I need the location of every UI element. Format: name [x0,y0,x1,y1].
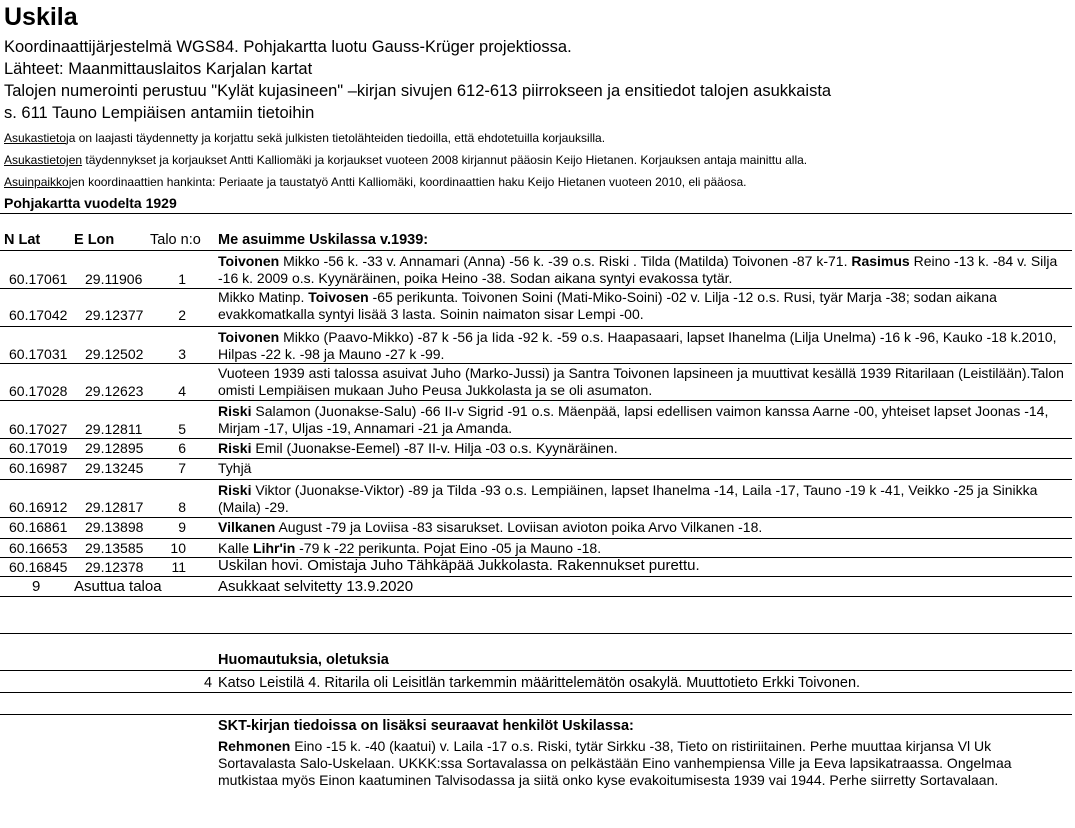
cell-lon: 29.12377 [85,307,144,323]
cell-residents [218,440,1066,457]
divider [0,250,1072,251]
note-text: ja on laajasti täydennetty ja korjattu sekä julkisten tietolähteiden tiedoilla, että ehdotetuilla korjauksilla. [66,131,606,145]
cell-lat: 60.16861 [9,519,68,535]
divider [0,692,1072,693]
note-underlined: Asuinpaikko [4,175,69,189]
surname: Rasimus [851,253,910,269]
cell-residents [218,482,1066,515]
table-row [0,539,1072,558]
cell-lat: 60.17042 [9,307,68,323]
cell-lat: 60.17027 [9,421,68,437]
table-row [0,364,1072,400]
note-underlined: Asukastieto [4,131,67,145]
cell-lat: 60.16845 [9,559,68,575]
cell-house-number: 8 [178,499,186,515]
map-section-heading: Pohjakartta vuodelta 1929 [4,195,177,211]
note-underlined: Asukastietojen [4,153,83,167]
surname: Toivonen [218,253,280,269]
table-row [0,558,1072,577]
surname: Toivonen [218,329,280,345]
cell-house-number: 2 [178,307,186,323]
remarks-heading: Huomautuksia, oletuksia [218,652,389,668]
divider [0,714,1072,715]
residents-text: Reino -13 k. -84 v. Silja -16 k. 2009 o.s. Kyynäräinen, poika Heino -38. Sodan aikana syntyi evakossa tytär. [218,253,1058,286]
surname: Toivosen [308,289,369,305]
cell-lat: 60.16653 [9,540,68,556]
surname: Vilkanen [218,519,276,535]
cell-lat: 60.16912 [9,499,68,515]
surname: Riski [218,482,252,498]
cell-residents [218,329,1066,362]
header-line-numbering: Talojen numerointi perustuu "Kylät kujasineen" –kirjan sivujen 612-613 piirrokseen ja ensitiedot talojen asukkaista [4,82,832,100]
surname: Riski [218,403,252,419]
cell-house-number: 11 [171,559,186,575]
note-coordinates [4,175,747,189]
residents-text: Mikko (Paavo-Mikko) -87 k -56 ja Iida -92 k. -59 o.s. Haapasaari, lapset Ihanelma (Lilja Unelma) -16 k -96, Kauko -18 k.2010, Hilpas -22 k. -98 ja Mauno -27 k -99. [218,329,1057,362]
summary-row [0,577,1072,597]
cell-lat: 60.17061 [9,271,68,287]
cell-lon: 29.11906 [85,271,143,287]
cell-house-number: 7 [178,460,186,476]
residents-text: Kalle [218,540,254,556]
note-text: jen koordinaattien hankinta: Periaate ja taustatyö Antti Kalliomäki, koordinaattien haku Keijo Hietanen vuoteen 2010, eli pääosa. [68,175,747,189]
cell-lon: 29.12817 [85,499,144,515]
cell-residents [218,519,1066,536]
col-header-residents: Me asuimme Uskilassa v.1939: [218,232,429,248]
surname: Lihr'in [253,540,296,556]
cell-lon: 29.13898 [85,519,144,535]
residents-text: August -79 ja Loviisa -83 sisarukset. Loviisan avioton poika Arvo Vilkanen -18. [275,519,763,535]
cell-house-number: 1 [178,271,186,287]
residents-text: Mikko Matinp. [218,289,309,305]
page-title: Uskila [4,3,78,31]
header-line-coordinates: Koordinaattijärjestelmä WGS84. Pohjakartta luotu Gauss-Krüger projektiossa. [4,38,572,56]
cell-house-number: 10 [170,540,186,556]
cell-residents [218,540,1066,557]
residents-text: Uskilan hovi. Omistaja Juho Tähkäpää Jukkolasta. Rakennukset purettu. [218,557,700,574]
residents-text: Emil (Juonakse-Eemel) -87 II-v. Hilja -03 o.s. Kyynäräinen. [251,440,618,456]
cell-residents [218,460,1066,477]
cell-residents [218,253,1066,286]
cell-house-number: 5 [178,421,186,437]
table-row [0,480,1072,517]
residents-text: Salamon (Juonakse-Salu) -66 II-v Sigrid -91 o.s. Mäenpää, lapsi edellisen vaimon kanssa Aarne -00, yhteiset lapset Joonas -14, Mirjam -17, Uljas -19, Annamari -21 ja Amanda. [218,403,1049,436]
cell-lat: 60.16987 [9,460,68,476]
cell-lat: 60.17028 [9,383,68,399]
note-text: täydennykset ja korjaukset Antti Kalliomäki ja korjaukset vuoteen 2008 kirjannut pääosin Keijo Hietanen. Korjauksen antaja mainittu alla. [82,153,808,167]
table-row [0,252,1072,288]
remarks-house-number: 4 [204,675,213,691]
surname: Rehmonen [218,738,291,754]
divider [0,670,1072,671]
residents-verified-date: Asukkaat selvitetty 13.9.2020 [218,578,414,595]
inhabited-label: Asuttua taloa [74,578,162,595]
cell-lon: 29.13245 [85,460,144,476]
cell-lon: 29.12811 [85,421,143,437]
table-row [0,518,1072,538]
header-line-sources: Lähteet: Maanmittauslaitos Karjalan kartat [4,60,313,78]
table-row [0,327,1072,364]
skt-heading: SKT-kirjan tiedoissa on lisäksi seuraavat henkilöt Uskilassa: [218,718,634,734]
residents-text: Tyhjä [218,460,252,476]
cell-lon: 29.12378 [85,559,144,575]
residents-text: -79 k -22 perikunta. Pojat Eino -05 ja Mauno -18. [295,540,602,556]
divider [0,596,1072,597]
cell-lon: 29.12623 [85,383,144,399]
cell-lon: 29.12895 [85,440,144,456]
col-header-lon: E Lon [74,232,115,248]
cell-residents [218,403,1066,436]
note-residents-data [4,131,605,145]
cell-house-number: 3 [178,346,186,362]
inhabited-count: 9 [32,578,41,595]
residents-text: Viktor (Juonakse-Viktor) -89 ja Tilda -93 o.s. Lempiäinen, lapset Ihanelma -14, Laila -17, Tauno -19 k -41, Veikko -25 ja Sinikka (Maila) -29. [218,482,1038,515]
residents-text: -65 perikunta. Toivonen Soini (Mati-Miko-Soini) -02 v. Lilja -12 o.s. Rusi, tyär Marja -38; sodan aikana evakkomatkalla syntyi lisää 3 lasta. Soinin naimaton sisar Lempi -00. [218,289,997,322]
skt-text: Eino -15 k. -40 (kaatui) v. Laila -17 o.s. Riski, tytär Sirkku -38, Tieto on ristiriitainen. Perhe muuttaa kirjansa Vl Uk Sortavalasta Salo-Uskelaan. UKKK:ssa Sortavalassa on pelkästään Eino vanhempiensa Ville ja Eeva lapsikatraassa. Ongelmaa mutkistaa myös Einon kaatuminen Talvisodassa ja siitä onko kyse evakoitumisesta 1939 vai 1944. Perhe siirretty Sortavalaan. [218,738,1012,788]
remarks-text: Katso Leistilä 4. Ritarila oli Leisitlän tarkemmin määrittelemätön osakylä. Muuttotieto Erkki Toivonen. [218,675,861,691]
surname: Riski [218,440,252,456]
cell-lat: 60.17019 [9,440,68,456]
residents-text: Mikko -56 k. -33 v. Annamari (Anna) -56 k. -39 o.s. Riski . Tilda (Matilda) Toivonen -87 k-71. [279,253,852,269]
divider [0,213,1072,214]
table-row [0,439,1072,458]
note-corrections [4,153,807,167]
divider [0,400,1072,401]
cell-house-number: 9 [178,519,186,535]
table-row [0,289,1072,325]
cell-residents [218,289,1066,322]
divider [0,633,1072,634]
col-header-lat: N Lat [4,232,41,248]
cell-lon: 29.13585 [85,540,144,556]
cell-house-number: 6 [178,440,186,456]
table-row [0,402,1072,438]
residents-text: Vuoteen 1939 asti talossa asuivat Juho (Marko-Jussi) ja Santra Toivonen lapsineen ja muuttivat kesällä 1939 Ritarilaan (Leistilään).Talon omisti Lempiäisen mukaan Juho Peusa Jukkolasta ja se oli asumaton. [218,365,1064,398]
cell-residents [218,558,1066,575]
skt-paragraph [218,738,1068,789]
cell-lat: 60.17031 [9,346,68,362]
cell-house-number: 4 [178,383,186,399]
table-row [0,459,1072,479]
cell-residents [218,365,1066,398]
col-header-house-number: Talo n:o [150,232,201,248]
header-line-page-ref: s. 611 Tauno Lempiäisen antamiin tietoihin [4,104,315,122]
cell-lon: 29.12502 [85,346,144,362]
